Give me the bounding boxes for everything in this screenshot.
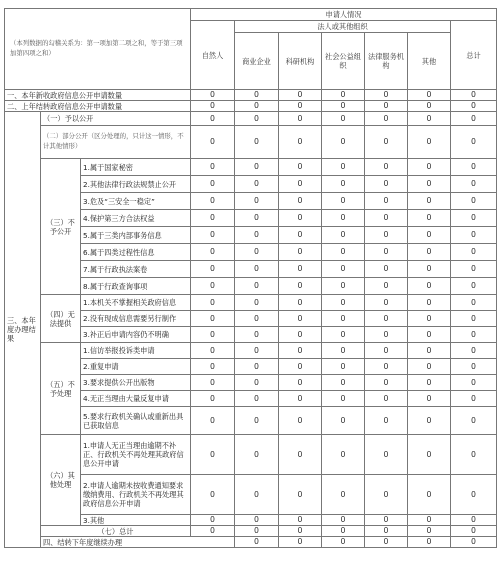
value-cell: 0: [365, 126, 408, 159]
value-cell: 0: [322, 101, 365, 112]
section-label: 一、本年新收政府信息公开申请数量: [5, 90, 191, 101]
value-cell: 0: [235, 126, 279, 159]
value-cell: 0: [365, 391, 408, 407]
value-cell: 0: [322, 375, 365, 391]
value-cell: 0: [408, 244, 451, 261]
value-cell: 0: [322, 193, 365, 210]
value-cell: 0: [408, 391, 451, 407]
header-total: 总计: [451, 21, 497, 90]
value-cell: 0: [279, 90, 322, 101]
item-label: 7.属于行政执法案卷: [81, 261, 191, 278]
value-cell: 0: [191, 475, 235, 515]
value-cell: 0: [365, 90, 408, 101]
value-cell: 0: [408, 526, 451, 537]
value-cell: 0: [235, 159, 279, 176]
value-cell: 0: [451, 193, 497, 210]
value-cell: 0: [279, 311, 322, 327]
value-cell: 0: [279, 244, 322, 261]
value-cell: 0: [279, 278, 322, 295]
item-label: 3.要求提供公开出版物: [81, 375, 191, 391]
value-cell: 0: [451, 311, 497, 327]
item-label: 4.保护第三方合法权益: [81, 210, 191, 227]
value-cell: 0: [365, 101, 408, 112]
value-cell: 0: [191, 407, 235, 435]
value-cell: 0: [191, 176, 235, 193]
value-cell: 0: [235, 112, 279, 126]
value-cell: 0: [279, 407, 322, 435]
value-cell: 0: [279, 261, 322, 278]
value-cell: 0: [451, 537, 497, 548]
value-cell: 0: [279, 327, 322, 343]
value-cell: 0: [322, 435, 365, 475]
value-cell: 0: [191, 375, 235, 391]
value-cell: 0: [451, 176, 497, 193]
value-cell: 0: [365, 210, 408, 227]
value-cell: 0: [451, 90, 497, 101]
value-cell: 0: [408, 537, 451, 548]
header-research: 科研机构: [279, 33, 322, 90]
value-cell: 0: [191, 311, 235, 327]
value-cell: 0: [451, 526, 497, 537]
value-cell: 0: [322, 343, 365, 359]
value-cell: 0: [191, 526, 235, 537]
value-cell: 0: [408, 126, 451, 159]
value-cell: 0: [408, 435, 451, 475]
value-cell: 0: [235, 391, 279, 407]
item-label: 5.属于三类内部事务信息: [81, 227, 191, 244]
value-cell: 0: [365, 475, 408, 515]
statistics-table: [4, 8, 497, 548]
value-cell: 0: [322, 475, 365, 515]
item-label: 1.信访举报投诉类申请: [81, 343, 191, 359]
group-label: （五）不予处理: [41, 343, 81, 435]
value-cell: 0: [408, 407, 451, 435]
value-cell: 0: [451, 244, 497, 261]
item-label: 2.重复申请: [81, 359, 191, 375]
header-natural-person: 自然人: [191, 21, 235, 90]
value-cell: 0: [365, 407, 408, 435]
value-cell: 0: [322, 227, 365, 244]
value-cell: 0: [322, 391, 365, 407]
value-cell: 0: [365, 515, 408, 526]
value-cell: 0: [235, 343, 279, 359]
value-cell: 0: [451, 261, 497, 278]
value-cell: 0: [235, 515, 279, 526]
value-cell: 0: [191, 391, 235, 407]
value-cell: 0: [191, 159, 235, 176]
value-cell: 0: [365, 537, 408, 548]
header-note: （本列数据的勾稽关系为：第一项加第二项之和，等于第三项加第四项之和）: [5, 9, 191, 90]
item-label: 6.属于四类过程性信息: [81, 244, 191, 261]
value-cell: 0: [451, 126, 497, 159]
item-label: 2.其他法律行政法规禁止公开: [81, 176, 191, 193]
value-cell: 0: [365, 261, 408, 278]
value-cell: 0: [279, 391, 322, 407]
header-other: 其他: [408, 33, 451, 90]
value-cell: 0: [191, 244, 235, 261]
value-cell: 0: [365, 244, 408, 261]
value-cell: 0: [191, 261, 235, 278]
value-cell: 0: [451, 475, 497, 515]
value-cell: 0: [279, 193, 322, 210]
value-cell: 0: [451, 210, 497, 227]
value-cell: 0: [235, 193, 279, 210]
value-cell: 0: [322, 526, 365, 537]
value-cell: 0: [451, 407, 497, 435]
value-cell: 0: [279, 435, 322, 475]
value-cell: 0: [451, 112, 497, 126]
value-cell: 0: [191, 343, 235, 359]
value-cell: 0: [451, 343, 497, 359]
value-cell: 0: [408, 112, 451, 126]
value-cell: 0: [322, 537, 365, 548]
item-label: 1.申请人无正当理由逾期不补正、行政机关不再处理其政府信息公开申请: [81, 435, 191, 475]
value-cell: 0: [191, 227, 235, 244]
value-cell: 0: [322, 159, 365, 176]
value-cell: 0: [322, 261, 365, 278]
value-cell: 0: [408, 343, 451, 359]
group-label: （三）不予公开: [41, 159, 81, 295]
value-cell: 0: [451, 101, 497, 112]
value-cell: 0: [365, 159, 408, 176]
group-label: （七）总计: [41, 526, 191, 537]
value-cell: 0: [322, 278, 365, 295]
value-cell: 0: [279, 295, 322, 311]
value-cell: 0: [235, 261, 279, 278]
value-cell: 0: [365, 375, 408, 391]
value-cell: 0: [322, 407, 365, 435]
item-label: 8.属于行政查询事项: [81, 278, 191, 295]
value-cell: 0: [365, 278, 408, 295]
value-cell: 0: [191, 210, 235, 227]
value-cell: 0: [191, 126, 235, 159]
value-cell: 0: [408, 475, 451, 515]
item-label: 3.危及“三安全一稳定”: [81, 193, 191, 210]
value-cell: 0: [322, 90, 365, 101]
value-cell: 0: [235, 227, 279, 244]
value-cell: 0: [279, 359, 322, 375]
value-cell: 0: [279, 537, 322, 548]
value-cell: 0: [279, 159, 322, 176]
value-cell: 0: [408, 375, 451, 391]
value-cell: 0: [191, 101, 235, 112]
value-cell: 0: [235, 101, 279, 112]
value-cell: 0: [191, 90, 235, 101]
group-label: （四）无法提供: [41, 295, 81, 343]
value-cell: 0: [235, 407, 279, 435]
value-cell: 0: [235, 359, 279, 375]
value-cell: 0: [235, 327, 279, 343]
value-cell: 0: [408, 227, 451, 244]
value-cell: 0: [191, 435, 235, 475]
value-cell: 0: [235, 311, 279, 327]
value-cell: 0: [322, 176, 365, 193]
value-cell: 0: [365, 295, 408, 311]
value-cell: 0: [408, 278, 451, 295]
value-cell: 0: [451, 375, 497, 391]
value-cell: 0: [322, 112, 365, 126]
value-cell: 0: [408, 311, 451, 327]
value-cell: 0: [191, 515, 235, 526]
value-cell: 0: [408, 176, 451, 193]
value-cell: 0: [235, 295, 279, 311]
value-cell: 0: [279, 210, 322, 227]
value-cell: 0: [191, 278, 235, 295]
value-cell: 0: [279, 176, 322, 193]
value-cell: 0: [365, 112, 408, 126]
value-cell: 0: [365, 227, 408, 244]
value-cell: 0: [235, 244, 279, 261]
value-cell: 0: [408, 359, 451, 375]
value-cell: 0: [322, 126, 365, 159]
header-commercial: 商业企业: [235, 33, 279, 90]
value-cell: 0: [408, 101, 451, 112]
value-cell: 0: [235, 176, 279, 193]
value-cell: 0: [191, 112, 235, 126]
value-cell: 0: [365, 311, 408, 327]
value-cell: 0: [279, 101, 322, 112]
value-cell: 0: [451, 391, 497, 407]
value-cell: 0: [365, 193, 408, 210]
value-cell: 0: [408, 193, 451, 210]
value-cell: 0: [365, 359, 408, 375]
value-cell: 0: [451, 359, 497, 375]
value-cell: 0: [408, 295, 451, 311]
item-label: 2.没有现成信息需要另行制作: [81, 311, 191, 327]
value-cell: 0: [191, 295, 235, 311]
item-label: 1.属于国家秘密: [81, 159, 191, 176]
section-label: 四、结转下年度继续办理: [41, 537, 235, 548]
value-cell: 0: [365, 327, 408, 343]
value-cell: 0: [279, 112, 322, 126]
value-cell: 0: [408, 210, 451, 227]
value-cell: 0: [322, 327, 365, 343]
value-cell: 0: [408, 90, 451, 101]
section-label: 三、本年度办理结果: [5, 112, 41, 548]
value-cell: 0: [279, 515, 322, 526]
value-cell: 0: [279, 375, 322, 391]
value-cell: 0: [279, 526, 322, 537]
section-label: 二、上年结转政府信息公开申请数量: [5, 101, 191, 112]
value-cell: 0: [279, 227, 322, 244]
value-cell: 0: [235, 537, 279, 548]
value-cell: 0: [235, 435, 279, 475]
value-cell: 0: [322, 295, 365, 311]
value-cell: 0: [451, 435, 497, 475]
value-cell: 0: [408, 327, 451, 343]
value-cell: 0: [322, 210, 365, 227]
value-cell: 0: [279, 343, 322, 359]
header-social: 社会公益组织: [322, 33, 365, 90]
value-cell: 0: [322, 244, 365, 261]
group-label: （二）部分公开（区分处理的，只计这一情形，不计其他情形）: [41, 126, 191, 159]
value-cell: 0: [451, 515, 497, 526]
group-label: （六）其他处理: [41, 435, 81, 526]
item-label: 5.要求行政机关确认或重新出具已获取信息: [81, 407, 191, 435]
value-cell: 0: [365, 526, 408, 537]
value-cell: 0: [191, 359, 235, 375]
value-cell: 0: [235, 526, 279, 537]
header-legal-group: 法人或其他组织: [235, 21, 451, 33]
value-cell: 0: [408, 159, 451, 176]
value-cell: 0: [322, 515, 365, 526]
item-label: 1.本机关不掌握相关政府信息: [81, 295, 191, 311]
value-cell: 0: [191, 193, 235, 210]
value-cell: 0: [235, 90, 279, 101]
value-cell: 0: [191, 327, 235, 343]
header-legal-service: 法律服务机构: [365, 33, 408, 90]
header-applicant: 申请人情况: [191, 9, 497, 21]
value-cell: 0: [451, 295, 497, 311]
value-cell: 0: [365, 343, 408, 359]
value-cell: 0: [365, 435, 408, 475]
value-cell: 0: [279, 126, 322, 159]
value-cell: 0: [235, 278, 279, 295]
item-label: 4.无正当理由大量反复申请: [81, 391, 191, 407]
value-cell: 0: [322, 359, 365, 375]
value-cell: 0: [365, 176, 408, 193]
value-cell: 0: [451, 159, 497, 176]
item-label: 2.申请人逾期未按收费通知要求缴纳费用、行政机关不再处理其政府信息公开申请: [81, 475, 191, 515]
item-label: 3.其他: [81, 515, 191, 526]
item-label: 3.补正后申请内容仍不明确: [81, 327, 191, 343]
value-cell: 0: [408, 515, 451, 526]
value-cell: 0: [235, 475, 279, 515]
value-cell: 0: [451, 227, 497, 244]
value-cell: 0: [408, 261, 451, 278]
value-cell: 0: [235, 210, 279, 227]
group-label: （一）予以公开: [41, 112, 191, 126]
value-cell: 0: [279, 475, 322, 515]
value-cell: 0: [451, 327, 497, 343]
value-cell: 0: [451, 278, 497, 295]
value-cell: 0: [322, 311, 365, 327]
value-cell: 0: [235, 375, 279, 391]
